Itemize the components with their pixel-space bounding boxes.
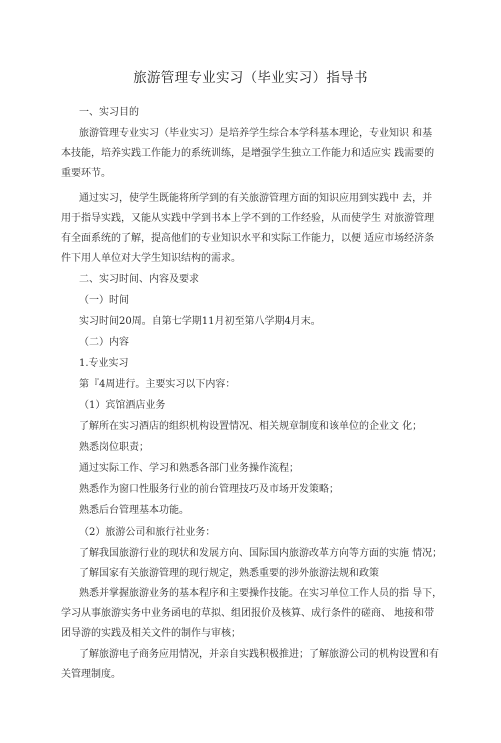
paragraph-line: 通过实习，使学生既能将所学到的有关旅游管理方面的知识应用到实践中 去，并 — [79, 193, 433, 204]
paragraph-line: 重要环节。 — [61, 168, 111, 179]
subsection-heading-time: （一）时间 — [79, 295, 129, 306]
document-title: 旅游管理专业实习（毕业实习）指导书 — [133, 70, 368, 86]
paragraph-line: 本技能，培养实践工作能力的系统训练，是增强学生独立工作能力和适应实 践需要的 — [61, 148, 435, 159]
item-heading-travel-agency: （2）旅游公司和旅行社业务： — [79, 527, 216, 538]
paragraph-line: 通过实际工作、学习和熟悉各部门业务操作流程； — [79, 463, 299, 474]
item-heading-professional-internship: 1.专业实习 — [79, 358, 129, 369]
paragraph-line: 关管理制度。 — [61, 669, 121, 680]
paragraph-line: 熟悉作为窗口性服务行业的前台管理技巧及市场开发策略； — [79, 484, 339, 495]
item-heading-hotel-business: （1）宾馆酒店业务 — [79, 400, 166, 411]
section-heading-time-content: 二、实习时间、内容及要求 — [79, 274, 199, 285]
paragraph-line: 了解国家有关旅游管理的现行规定，熟悉重要的涉外旅游法规和政策 — [79, 568, 379, 579]
paragraph-line: 件下用人单位对大学生知识结构的需求。 — [61, 253, 241, 264]
paragraph-line: 第『4周进行。主要实习以下内容： — [79, 379, 236, 390]
paragraph-line: 团导游的实践及相关文件的制作与审核； — [61, 628, 241, 639]
paragraph-line: 了解所在实习酒店的组织机构设置情况、相关规章制度和该单位的企业文 化； — [79, 421, 423, 432]
paragraph-line: 熟悉岗位职责； — [79, 442, 149, 453]
section-heading-purpose: 一、实习目的 — [79, 107, 139, 118]
paragraph-line: 熟悉并掌握旅游业务的基本程序和主要操作技能。在实习单位工作人员的指 导下， — [79, 588, 443, 599]
paragraph-line: 有全面系统的了解，提高他们的专业知识水平和实际工作能力，以便 适应市场经济条 — [61, 233, 435, 244]
paragraph-line: 学习从事旅游实务中业务函电的草拟、组团报价及核算、成行条件的磋商、 地接和带 — [61, 608, 435, 619]
paragraph-line: 旅游管理专业实习（毕业实习）是培养学生综合本学科基本理论，专业知识 和基 — [79, 128, 433, 139]
paragraph-line: 用于指导实践，又能从实践中学到书本上学不到的工作经验，从而使学生 对旅游管理 — [61, 213, 435, 224]
paragraph-line: 熟悉后台管理基本功能。 — [79, 505, 189, 516]
paragraph-line: 实习时间20周。自第七学期11月初至第八学期4月末。 — [79, 316, 321, 327]
paragraph-line: 了解我国旅游行业的现状和发展方向、国际国内旅游改革方向等方面的实施 情况； — [79, 548, 443, 559]
paragraph-line: 了解旅游电子商务应用情况，并亲自实践积极推进；了解旅游公司的机构设置和有 — [79, 649, 439, 660]
subsection-heading-content: （二）内容 — [79, 337, 129, 348]
